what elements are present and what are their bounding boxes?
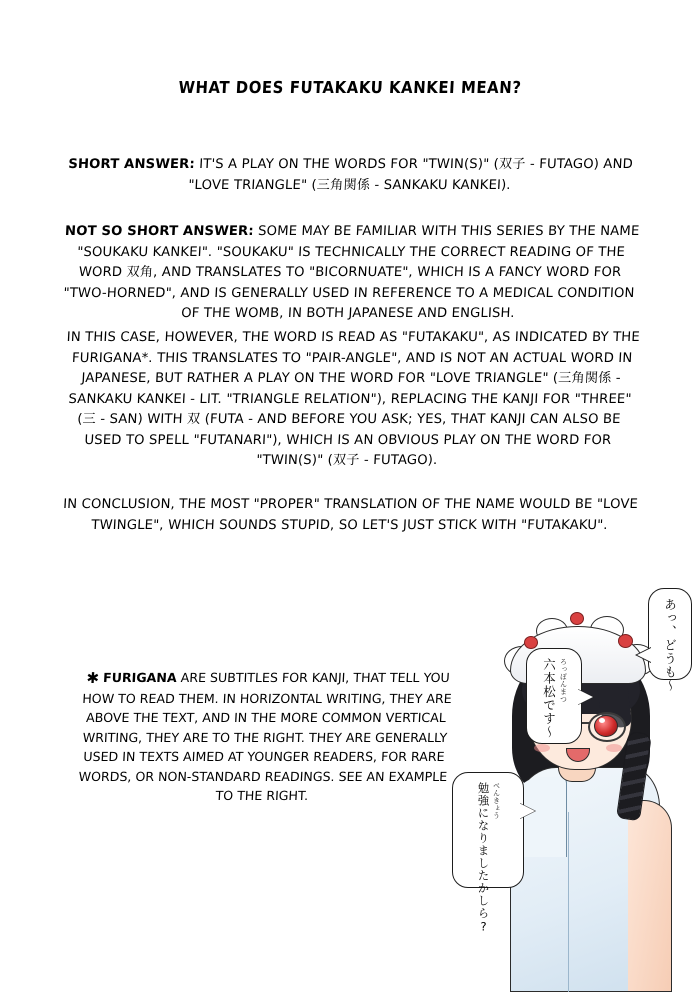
footnote-term: FURIGANA (102, 670, 178, 685)
paragraph-text: IT'S A PLAY ON THE WORDS FOR "TWIN(S)" (双子 - FUTAGO) AND "LOVE TRIANGLE" (三角関係 - SANKAKU KANKEI). (187, 157, 634, 193)
paragraph-lead: NOT SO SHORT ANSWER: (64, 224, 255, 239)
footnote-text: ARE SUBTITLES FOR KANJI, THAT TELL YOU HOW TO READ THEM. IN HORIZONTAL WRITING, THEY ARE ABOVE THE TEXT, AND IN THE MORE COMMON VERTICAL WRITING, THEY ARE TO THE RIGHT. THEY ARE GENERALLY USED IN TEXTS AIMED AT YOUNGER READERS, FOR RARE WORDS, OR NON-STANDARD READINGS. SEE AN EXAMPLE TO THE RIGHT. (78, 670, 453, 803)
balloon-text: あっ、どうも～ (662, 598, 678, 693)
balloon-furigana: べんきょう (492, 782, 501, 820)
speech-balloon-question (452, 772, 524, 935)
paragraph-short-answer (61, 155, 639, 196)
eye-glint (599, 718, 605, 723)
page-title: WHAT DOES FUTAKAKU KANKEI MEAN? (178, 78, 522, 97)
cheek-blush (534, 744, 550, 752)
arm (628, 800, 672, 992)
cheek-blush (606, 744, 622, 752)
hat-ornament (524, 636, 538, 649)
paragraph-text: SOME MAY BE FAMILIAR WITH THIS SERIES BY THE NAME "SOUKAKU KANKEI". "SOUKAKU" IS TECHNICALLY THE CORRECT READING OF THE WORD 双角, AND TRANSLATES TO "BICORNUATE", WHICH IS A FANCY WORD FOR "TWO-HORNED", AND IS GENERALLY USED IN REFERENCE TO A MEDICAL CONDITION OF THE WOMB, IN BOTH JAPANESE AND ENGLISH. (63, 224, 640, 321)
balloon-text: 勉強になりましたかしら? (476, 782, 491, 935)
paragraph-text: IN CONCLUSION, THE MOST "PROPER" TRANSLATION OF THE NAME WOULD BE "LOVE TWINGLE", WHICH SOUNDS STUPID, SO LET'S JUST STICK WITH "FUTAKAKU". (62, 497, 639, 533)
dress-seam (568, 812, 569, 992)
speech-balloon-greeting (648, 588, 692, 693)
asterisk-icon: ✱ (86, 669, 100, 687)
balloon-furigana: ろっぽんまつ (559, 658, 568, 703)
paragraph-not-so-short-answer (59, 222, 640, 325)
paragraph-text: IN THIS CASE, HOWEVER, THE WORD IS READ AS "FUTAKAKU", AS INDICATED BY THE FURIGANA*. THIS TRANSLATES TO "PAIR-ANGLE", AND IS NOT AN ACTUAL WORD IN JAPANESE, BUT RATHER A PLAY ON THE WORD FOR "LOVE TRIANGLE" (三角関係 - SANKAKU KANKEI - LIT. "TRIANGLE RELATION"), REPLACING THE KANJI FOR "THREE" (三 - SAN) WITH 双 (FUTA - AND BEFORE YOU ASK; YES, THAT KANJI CAN ALSO BE USED TO SPELL "FUTANARI"), WHICH IS AN OBVIOUS PLAY ON THE WORD FOR "TWIN(S)" (双子 - FUTAGO). (66, 330, 641, 468)
balloon-tail (637, 647, 653, 663)
balloon-text: 六本松です～ (541, 658, 557, 739)
hat-ornament (618, 634, 633, 648)
paragraph-lead: SHORT ANSWER: (67, 157, 196, 172)
eye-right (594, 715, 618, 737)
speech-balloon-name (526, 648, 582, 744)
paragraph-conclusion (61, 495, 639, 536)
footnote (66, 668, 463, 806)
hat-ornament (570, 612, 584, 625)
balloon-tail (519, 803, 535, 819)
paragraph-furigana-case (58, 328, 642, 472)
balloon-tail (577, 689, 593, 705)
